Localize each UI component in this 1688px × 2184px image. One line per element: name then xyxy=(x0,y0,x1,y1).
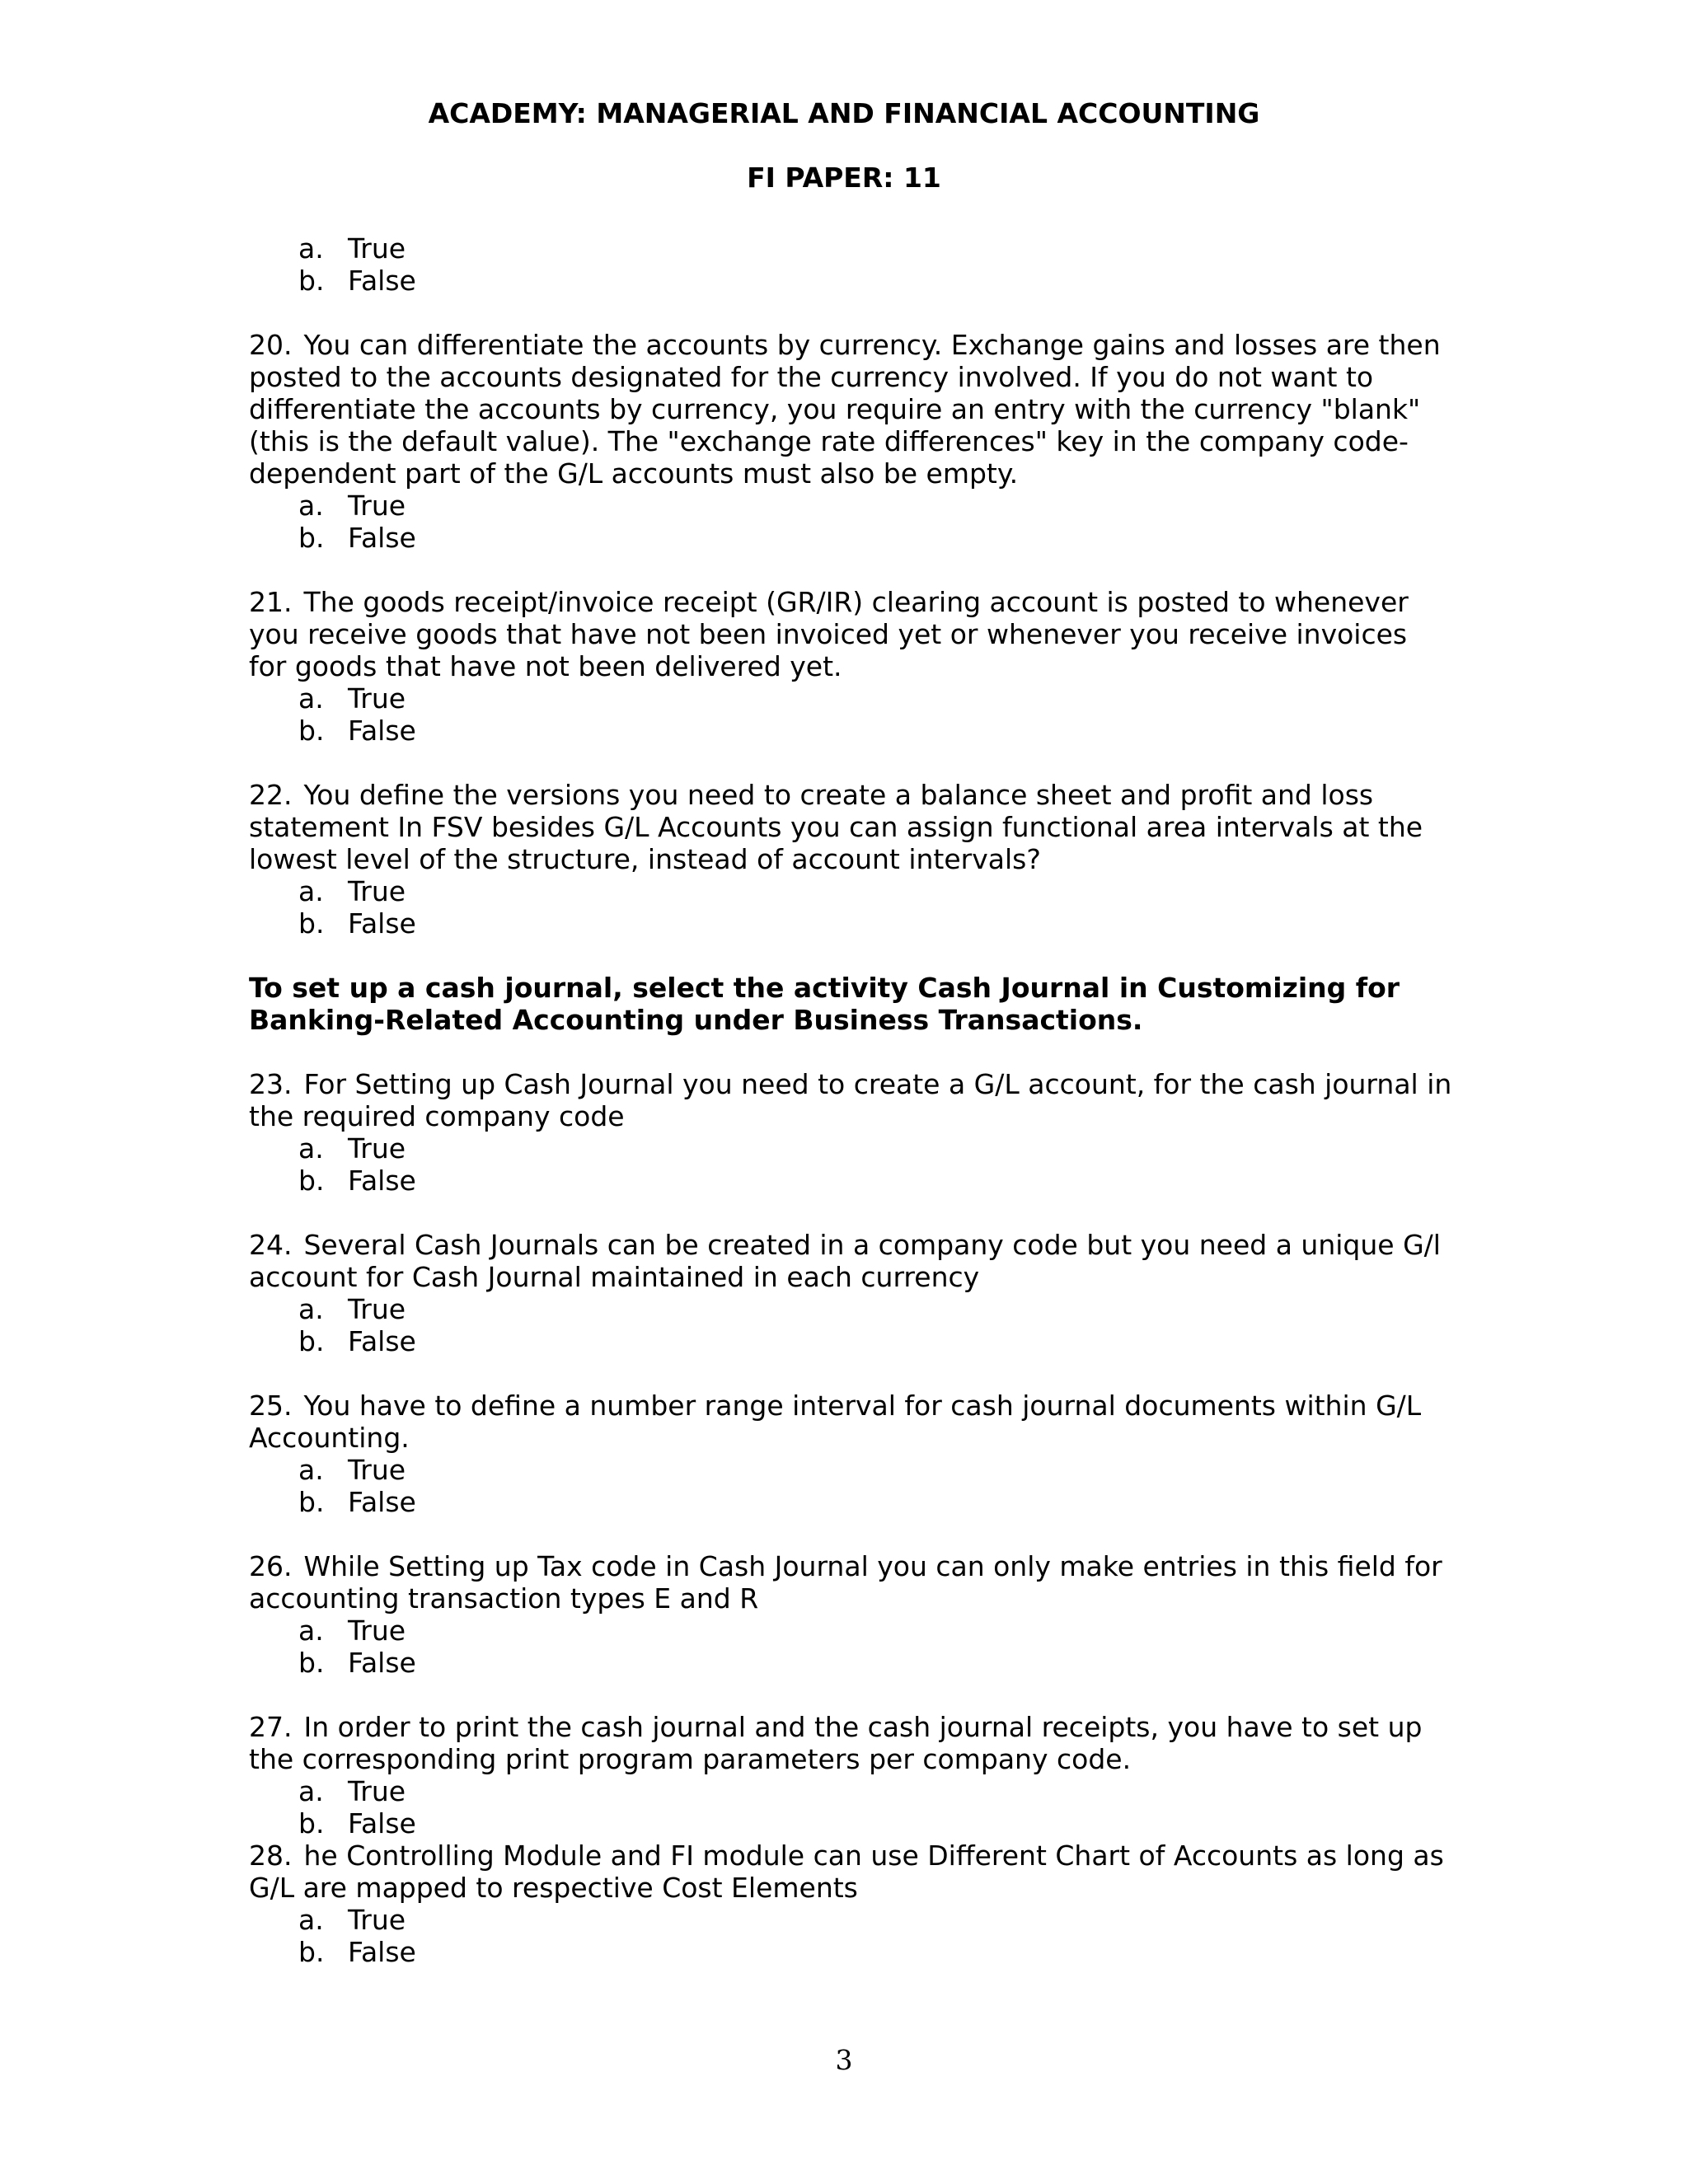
question-number: 20. xyxy=(249,329,293,361)
question-options xyxy=(249,682,1452,747)
question-27 xyxy=(249,1711,1452,1840)
option-b: b. False xyxy=(298,265,416,297)
option-b: b. False xyxy=(298,907,416,940)
option-a: a. True xyxy=(298,490,406,522)
question-28 xyxy=(249,1840,1452,1968)
option-b: b. False xyxy=(298,1647,416,1679)
question-text: 27. In order to print the cash journal and the cash journal receipts, you have to set up the corresponding print program parameters per company code. xyxy=(249,1711,1423,1775)
question-options xyxy=(249,1615,1452,1679)
option-a: a. True xyxy=(298,1454,406,1486)
option-b: b. False xyxy=(298,1807,416,1840)
option-b: b. False xyxy=(298,1486,416,1518)
section-heading: To set up a cash journal, select the activity Cash Journal in Customizing for Banking-Related Accounting under Business Transactions. xyxy=(249,972,1400,1036)
question-options xyxy=(249,1293,1452,1357)
question-number: 23. xyxy=(249,1068,293,1100)
question-number: 26. xyxy=(249,1550,293,1582)
question-text: 25. You have to define a number range interval for cash journal documents within G/L Accounting. xyxy=(249,1390,1422,1454)
option-a: a. True xyxy=(298,1293,406,1325)
question-21 xyxy=(249,586,1452,747)
option-a: a. True xyxy=(298,1775,406,1807)
question-text: 20. You can differentiate the accounts by currency. Exchange gains and losses are then posted to the accounts designated for the currency involved. If you do not want to differentiate the accounts by currency, you require an entry with the currency "blank" (this is the default value). The "exchange rate differences" key in the company code-dependent part of the G/L accounts must also be empty. xyxy=(249,329,1441,490)
question-options xyxy=(249,1454,1452,1518)
option-b: b. False xyxy=(298,1325,416,1357)
option-a: a. True xyxy=(298,1132,406,1165)
question-options xyxy=(249,875,1452,940)
question-text: 28. he Controlling Module and FI module can use Different Chart of Accounts as long as G/L are mapped to respective Cost Elements xyxy=(249,1840,1444,1904)
question-number: 27. xyxy=(249,1711,293,1743)
document-subtitle: FI PAPER: 11 xyxy=(747,162,941,194)
question-text: 21. The goods receipt/invoice receipt (GR/IR) clearing account is posted to whenever you receive goods that have not been invoiced yet or whenever you receive invoices for goods that have not been delivered yet. xyxy=(249,586,1409,682)
option-b: b. False xyxy=(298,715,416,747)
question-options xyxy=(249,1904,1452,1968)
option-b: b. False xyxy=(298,1936,416,1968)
option-b: b. False xyxy=(298,1165,416,1197)
question-number: 22. xyxy=(249,779,293,811)
question-26 xyxy=(249,1550,1452,1679)
option-a: a. True xyxy=(298,682,406,715)
document-body xyxy=(249,232,1452,1968)
question-number: 25. xyxy=(249,1390,293,1422)
question-options xyxy=(249,490,1452,554)
question-number: 21. xyxy=(249,586,293,618)
option-b: b. False xyxy=(298,522,416,554)
option-a: a. True xyxy=(298,875,406,907)
question-text: 26. While Setting up Tax code in Cash Journal you can only make entries in this field for accounting transaction types E and R xyxy=(249,1550,1442,1615)
question-text: 23. For Setting up Cash Journal you need to create a G/L account, for the cash journal in the required company code xyxy=(249,1068,1452,1132)
leading-options xyxy=(249,232,1452,297)
question-23 xyxy=(249,1068,1452,1197)
page-number: 3 xyxy=(835,2044,853,2076)
question-options xyxy=(249,1775,1452,1840)
option-a: a. True xyxy=(298,1904,406,1936)
question-25 xyxy=(249,1390,1452,1518)
question-20 xyxy=(249,329,1452,554)
question-text: 24. Several Cash Journals can be created in a company code but you need a unique G/l account for Cash Journal maintained in each currency xyxy=(249,1229,1441,1293)
question-24 xyxy=(249,1229,1452,1357)
question-number: 24. xyxy=(249,1229,293,1261)
document-title: ACADEMY: MANAGERIAL AND FINANCIAL ACCOUNTING xyxy=(428,97,1260,129)
option-a: a. True xyxy=(298,232,406,265)
question-text: 22. You define the versions you need to create a balance sheet and profit and loss statement In FSV besides G/L Accounts you can assign functional area intervals at the lowest level of the structure, instead of account intervals? xyxy=(249,779,1423,875)
question-number: 28. xyxy=(249,1840,293,1872)
option-a: a. True xyxy=(298,1615,406,1647)
question-22 xyxy=(249,779,1452,940)
question-options xyxy=(249,1132,1452,1197)
